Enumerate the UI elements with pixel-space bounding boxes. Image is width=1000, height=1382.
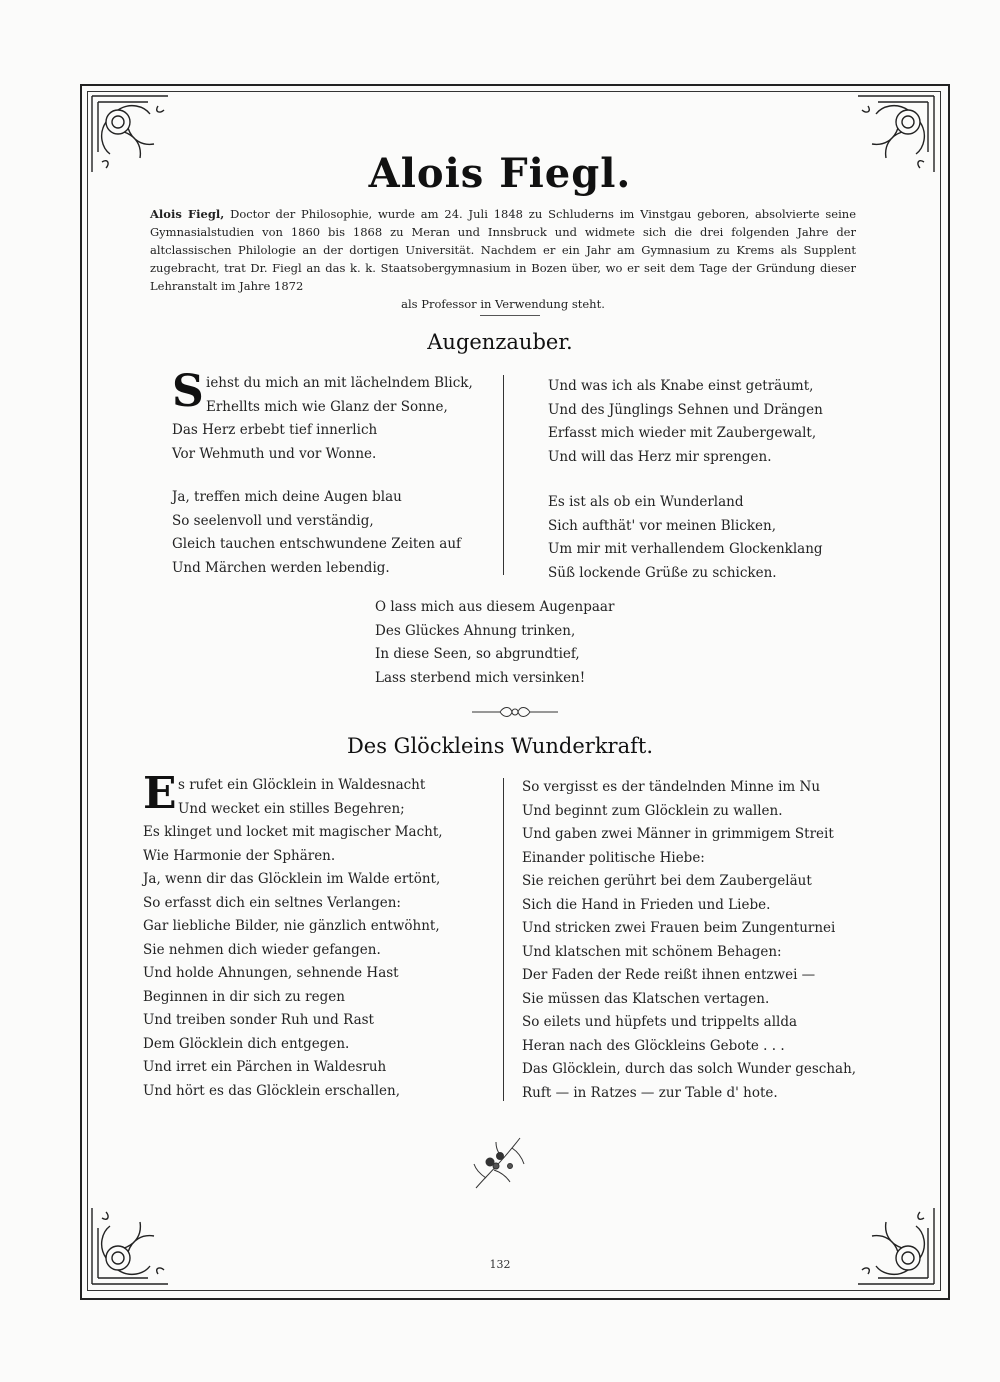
poem2-left-column: [143, 821, 443, 1103]
verse-line: Dem Glöcklein dich entgegen.: [143, 1035, 350, 1052]
verse-line: Süß lockende Grüße zu schicken.: [548, 564, 777, 581]
verse-line: Sie müssen das Klatschen vertagen.: [522, 990, 770, 1007]
verse-line: Ja, treffen mich deine Augen blau: [172, 489, 402, 505]
verse-line: Und klatschen mit schönem Behagen:: [522, 943, 782, 960]
poem1-dropcap: S: [172, 366, 204, 417]
verse-line: Erhellts mich wie Glanz der Sonne,: [206, 398, 448, 415]
verse-line: Gleich tauchen entschwundene Zeiten auf: [172, 536, 462, 552]
bio-author-name: Alois Fiegl,: [150, 207, 225, 221]
verse-line: Und hört es das Glöcklein erschallen,: [143, 1082, 400, 1099]
verse-line: Vor Wehmuth und vor Wonne.: [172, 445, 377, 462]
verse-line: Der Faden der Rede reißt ihnen entzwei —: [522, 967, 816, 983]
poem1-stanza2: [172, 486, 461, 580]
corner-ornament-icon: [852, 1202, 938, 1288]
column-divider: [503, 778, 504, 1101]
column-divider: [503, 375, 504, 575]
verse-line: Das Glöcklein, durch das solch Wunder geschah,: [522, 1061, 857, 1077]
poem1-stanza5: [375, 596, 614, 690]
verse-line: Und beginnt zum Glöcklein zu wallen.: [522, 802, 783, 819]
poem1-stanza1-first: [206, 372, 473, 419]
poem2-left-first: [178, 774, 425, 821]
verse-line: Und irret ein Pärchen in Waldesruh: [143, 1059, 387, 1075]
verse-line: So erfasst dich ein seltnes Verlangen:: [143, 894, 401, 911]
verse-line: In diese Seen, so abgrundtief,: [375, 646, 580, 662]
poem2-title: Des Glöckleins Wunderkraft.: [346, 734, 654, 758]
verse-line: Um mir mit verhallendem Glockenklang: [548, 541, 823, 557]
poem2-dropcap: E: [143, 768, 177, 819]
verse-line: Des Glückes Ahnung trinken,: [375, 622, 576, 639]
verse-line: So seelenvoll und verständig,: [172, 512, 374, 529]
page-title: Alois Fiegl.: [368, 150, 632, 197]
verse-line: So eilets und hüpfets und trippelts allda: [522, 1014, 798, 1030]
verse-line: Und holde Ahnungen, sehnende Hast: [143, 965, 399, 981]
verse-line: Und stricken zwei Frauen beim Zungenturnei: [522, 920, 836, 936]
verse-line: Erfasst mich wieder mit Zaubergewalt,: [548, 425, 817, 441]
verse-line: Gar liebliche Bilder, nie gänzlich entwöhnt,: [143, 918, 440, 934]
section-divider-rule: [480, 315, 540, 316]
poem1-title: Augenzauber.: [427, 330, 573, 354]
verse-line: Es klinget und locket mit magischer Macht,: [143, 824, 443, 840]
verse-line: Sich die Hand in Frieden und Liebe.: [522, 896, 771, 913]
verse-line: iehst du mich an mit lächelndem Blick,: [206, 375, 473, 391]
verse-line: So vergisst es der tändelnden Minne im Nu: [522, 779, 821, 795]
page-number: 132: [489, 1258, 511, 1271]
bio-text: Doctor der Philosophie, wurde am 24. Juli 1848 zu Schluderns im Vinstgau geboren, absolvierte seine Gymnasialstudien von 1860 bis 1868 zu Meran und Innsbruck und widmete sich die drei folgenden Jahre der altclassischen Philologie an der dortigen Universität. Nachdem er ein Jahr am Gymnasium zu Krems als Supplent zugebracht, trat Dr. Fiegl an das k. k. Staatsobergymnasium in Bozen über, wo er seit dem Tage der Gründung dieser Lehranstalt im Jahre 1872: [150, 207, 857, 293]
verse-line: s rufet ein Glöcklein in Waldesnacht: [178, 777, 426, 793]
verse-line: Sie nehmen dich wieder gefangen.: [143, 941, 381, 958]
verse-line: Das Herz erbebt tief innerlich: [172, 422, 378, 438]
verse-line: Ruft — in Ratzes — zur Table d' hote.: [522, 1084, 778, 1101]
corner-ornament-icon: [88, 1202, 174, 1288]
verse-line: Heran nach des Glöckleins Gebote . . .: [522, 1037, 785, 1054]
verse-line: Und was ich als Knabe einst geträumt,: [548, 378, 814, 394]
verse-line: Ja, wenn dir das Glöcklein im Walde ertönt,: [143, 871, 441, 887]
verse-line: Und Märchen werden lebendig.: [172, 559, 390, 576]
flower-sprig-icon: [466, 1130, 530, 1194]
verse-line: Und gaben zwei Männer in grimmigem Streit: [522, 826, 834, 842]
verse-line: Wie Harmonie der Sphären.: [143, 847, 336, 864]
bio-last-line: als Professor in Verwendung steht.: [401, 297, 605, 311]
verse-line: Und wecket ein stilles Begehren;: [178, 800, 405, 817]
biography-paragraph: [150, 205, 856, 313]
poem1-stanza4: [548, 491, 823, 585]
poem1-stanza1-rest: [172, 419, 377, 466]
verse-line: Und treiben sonder Ruh und Rast: [143, 1012, 374, 1028]
verse-line: Einander politische Hiebe:: [522, 849, 705, 866]
verse-line: Beginnen in dir sich zu regen: [143, 988, 345, 1005]
verse-line: Es ist als ob ein Wunderland: [548, 494, 744, 510]
verse-line: Und will das Herz mir sprengen.: [548, 448, 772, 465]
poem2-right-column: [522, 776, 856, 1105]
verse-line: Sich aufthät' vor meinen Blicken,: [548, 517, 776, 534]
poem1-stanza3: [548, 375, 823, 469]
verse-line: O lass mich aus diesem Augenpaar: [375, 599, 615, 615]
verse-line: Lass sterbend mich versinken!: [375, 669, 586, 686]
divider-ornament-icon: [470, 703, 560, 721]
verse-line: Und des Jünglings Sehnen und Drängen: [548, 401, 823, 418]
verse-line: Sie reichen gerührt bei dem Zaubergeläut: [522, 873, 812, 889]
